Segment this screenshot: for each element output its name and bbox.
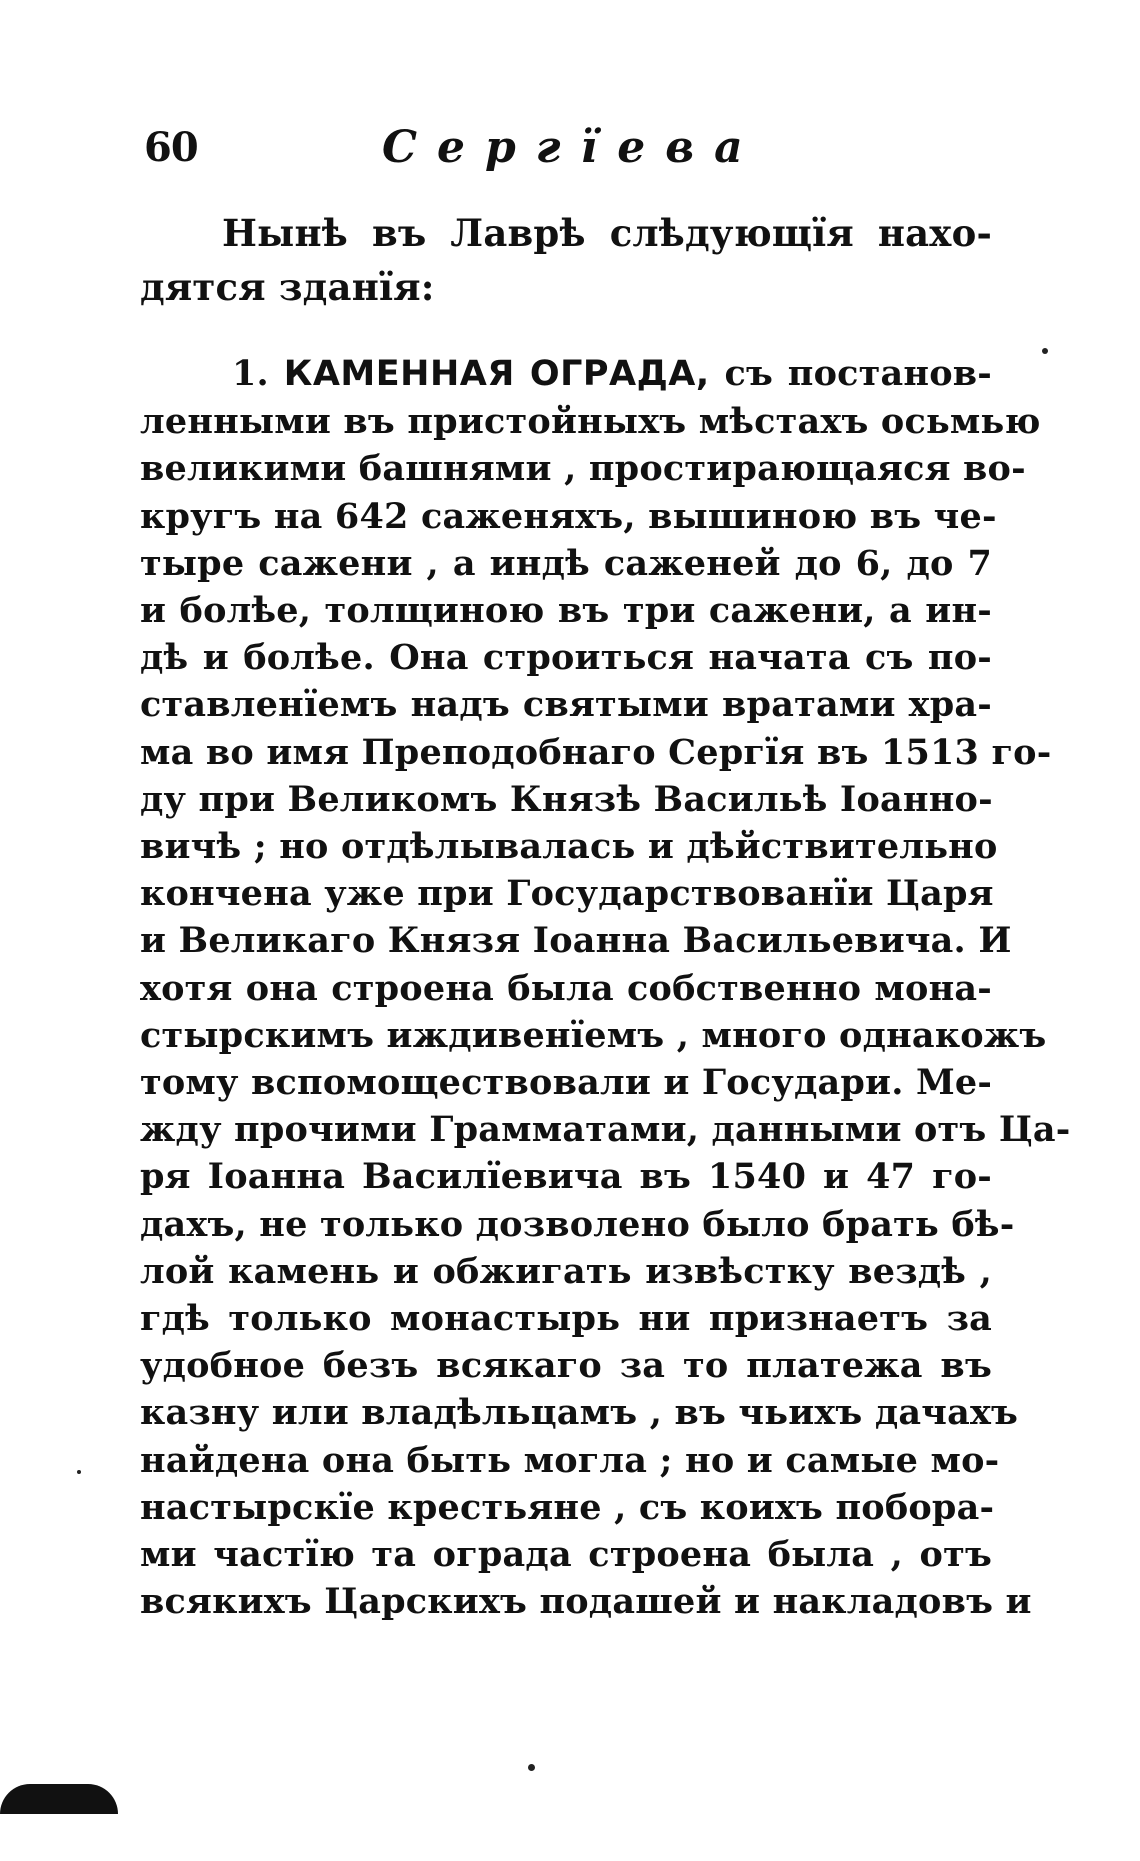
page-header [140, 118, 1000, 178]
text-line: найдена она быть могла ; но и самые мо- [140, 1439, 1000, 1481]
ink-smudge [0, 1784, 118, 1814]
text-line: дятся зданїя: [140, 265, 435, 309]
text-line: ми частїю та ограда строена была , отъ [140, 1534, 992, 1576]
section-heading: КАМЕННАЯ ОГРАДА, [283, 354, 710, 394]
text-line: удобное безъ всякаго за то платежа въ [140, 1345, 992, 1387]
text-line: гдѣ только монастырь ни признаетъ за [140, 1298, 992, 1340]
text-line: и Великаго Князя Іоанна Васильевича. И [140, 920, 1012, 962]
text-line: тому вспомоществовали и Государи. Ме- [140, 1062, 993, 1104]
text-line: дѣ и болѣе. Она строиться начата съ по- [140, 637, 992, 679]
section-stone-wall [140, 350, 1071, 1625]
ink-speck [528, 1764, 535, 1771]
text-line: ставленїемъ надъ святыми вратами хра- [140, 684, 992, 726]
paragraph-gap [140, 314, 992, 350]
text-line: ря Іоанна Василїевича въ 1540 и 47 го- [140, 1156, 992, 1198]
text-line: кругъ на 642 саженяхъ, вышиною въ че- [140, 495, 997, 537]
text-line: тыре сажени , а индѣ саженей до 6, до 7 [140, 542, 992, 584]
ink-speck [77, 1470, 81, 1474]
body-text [140, 206, 1071, 1625]
ink-speck [1042, 348, 1048, 354]
text-line: настырскїе крестьяне , съ коихъ побора- [140, 1486, 995, 1528]
text-line: лой камень и обжигать извѣстку вездѣ , [140, 1250, 992, 1292]
section-number: 1. [232, 353, 269, 394]
text-line: жду прочими Грамматами, данными отъ Ца- [140, 1109, 1071, 1151]
text-line: казну или владѣльцамъ , въ чьихъ дачахъ [140, 1392, 1019, 1434]
text-line: стырскимъ иждивенїемъ , много однакожъ [140, 1014, 1047, 1056]
text-line: ма во имя Преподобнаго Сергїя въ 1513 го- [140, 731, 1052, 773]
section-first-line [140, 350, 992, 398]
text-line: вичѣ ; но отдѣлывалась и дѣйствительно [140, 826, 998, 868]
text-line: ленными въ пристойныхъ мѣстахъ осьмью [140, 401, 1041, 443]
page-number: 60 [144, 124, 198, 171]
text-line: и болѣе, толщиною въ три сажени, а ин- [140, 590, 992, 632]
text-line: Нынѣ въ Лаврѣ слѣдующїя нахо- [222, 211, 992, 255]
text-line: великими башнями , простирающаяся во- [140, 448, 1026, 490]
running-title: Сергїева [382, 122, 763, 173]
text-line: ду при Великомъ Князѣ Васильѣ Іоанно- [140, 778, 993, 820]
text-line: всякихъ Царскихъ подашей и накладовъ и [140, 1581, 1032, 1623]
section-first-line-rest: съ постанов- [724, 353, 993, 394]
intro-paragraph [140, 206, 992, 314]
text-line: дахъ, не только дозволено было брать бѣ- [140, 1203, 1015, 1245]
text-line: хотя она строена была собственно мона- [140, 967, 992, 1009]
text-line: кончена уже при Государствованїи Царя [140, 873, 994, 915]
